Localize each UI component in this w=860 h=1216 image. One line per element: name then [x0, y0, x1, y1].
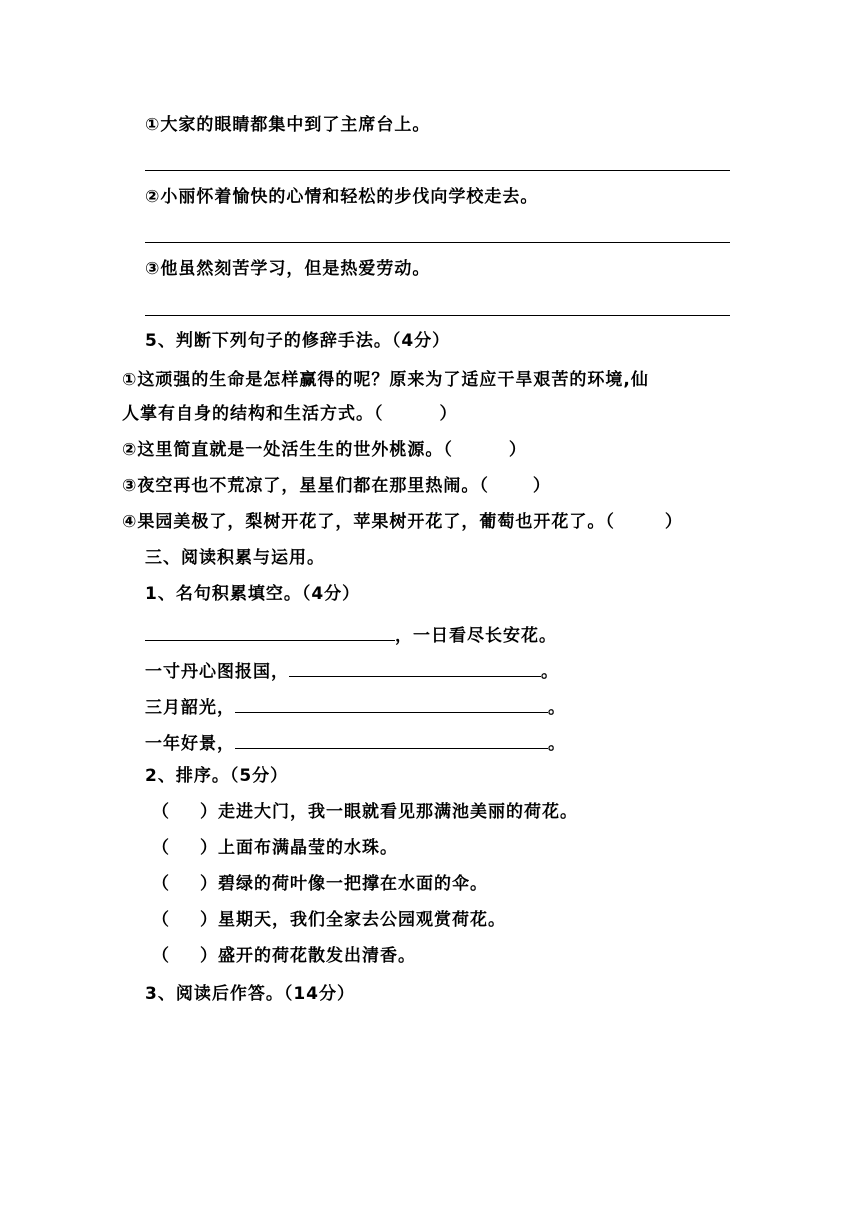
open-paren: （: [152, 910, 170, 930]
fill-blank-2[interactable]: [289, 656, 541, 677]
period: 。: [548, 698, 566, 718]
rewrite-item-1: ①大家的眼睛都集中到了主席台上。: [145, 115, 431, 135]
rhetoric-item-3: [122, 474, 551, 498]
quote-line-1-suffix: ，一日看尽长安花。: [395, 626, 557, 646]
order-item-2-text: 上面布满晶莹的水珠。: [218, 838, 398, 858]
close-paren: ）: [532, 476, 551, 496]
rhetoric-item-4: [122, 510, 683, 534]
close-paren: ）: [200, 910, 218, 930]
open-paren: （: [152, 946, 170, 966]
order-item-3: [152, 872, 488, 896]
close-paren: ）: [200, 946, 218, 966]
open-paren: （: [152, 802, 170, 822]
open-paren: （: [152, 874, 170, 894]
quote-line-2-prefix: 一寸丹心图报国，: [145, 662, 289, 682]
close-paren: ）: [508, 440, 527, 460]
period: 。: [541, 662, 559, 682]
quote-line-1: [145, 620, 557, 648]
close-paren: ）: [200, 838, 218, 858]
order-item-1-text: 走进大门，我一眼就看见那满池美丽的荷花。: [218, 802, 578, 822]
period: 。: [548, 734, 566, 754]
order-item-2: [152, 836, 398, 860]
close-paren: ）: [200, 874, 218, 894]
rhetoric-item-1-line-1: ①这顽强的生命是怎样赢得的呢？原来为了适应干旱艰苦的环境,仙: [122, 370, 649, 390]
close-paren: ）: [439, 404, 458, 424]
rhetoric-heading: 5、判断下列句子的修辞手法。（4分）: [145, 331, 451, 351]
reading-heading: 三、阅读积累与运用。: [145, 548, 325, 568]
answer-line-1: [145, 170, 730, 171]
quote-heading: 1、名句积累填空。（4分）: [145, 584, 361, 604]
quote-line-2: [145, 656, 559, 684]
rewrite-item-2: ②小丽怀着愉快的心情和轻松的步伐向学校走去。: [145, 187, 539, 207]
answer-line-2: [145, 242, 730, 243]
fill-blank-3[interactable]: [235, 692, 548, 713]
order-item-5-text: 盛开的荷花散发出清香。: [218, 946, 416, 966]
quote-line-3: [145, 692, 566, 720]
fill-blank-1[interactable]: [145, 620, 395, 641]
order-item-3-text: 碧绿的荷叶像一把撑在水面的伞。: [218, 874, 488, 894]
rhetoric-item-1-text: 人掌有自身的结构和生活方式。（: [122, 404, 384, 424]
quote-line-3-prefix: 三月韶光，: [145, 698, 235, 718]
rhetoric-item-3-text: ③夜空再也不荒凉了，星星们都在那里热闹。（: [122, 476, 489, 496]
rewrite-item-3: ③他虽然刻苦学习，但是热爱劳动。: [145, 259, 431, 279]
close-paren: ）: [664, 512, 683, 532]
rhetoric-item-1-line-2: [122, 402, 458, 426]
open-paren: （: [152, 838, 170, 858]
order-heading: 2、排序。（5分）: [145, 766, 289, 786]
reading-answer-heading: 3、阅读后作答。（14分）: [145, 984, 355, 1004]
rhetoric-item-2: [122, 438, 527, 462]
order-item-4: [152, 908, 506, 932]
fill-blank-4[interactable]: [235, 728, 548, 749]
close-paren: ）: [200, 802, 218, 822]
quote-line-4-prefix: 一年好景，: [145, 734, 235, 754]
order-item-1: [152, 800, 578, 824]
answer-line-3: [145, 315, 730, 316]
quote-line-4: [145, 728, 566, 756]
order-item-4-text: 星期天，我们全家去公园观赏荷花。: [218, 910, 506, 930]
rhetoric-item-4-text: ④果园美极了，梨树开花了，苹果树开花了，葡萄也开花了。（: [122, 512, 615, 532]
rhetoric-item-2-text: ②这里简直就是一处活生生的世外桃源。（: [122, 440, 453, 460]
order-item-5: [152, 944, 416, 968]
